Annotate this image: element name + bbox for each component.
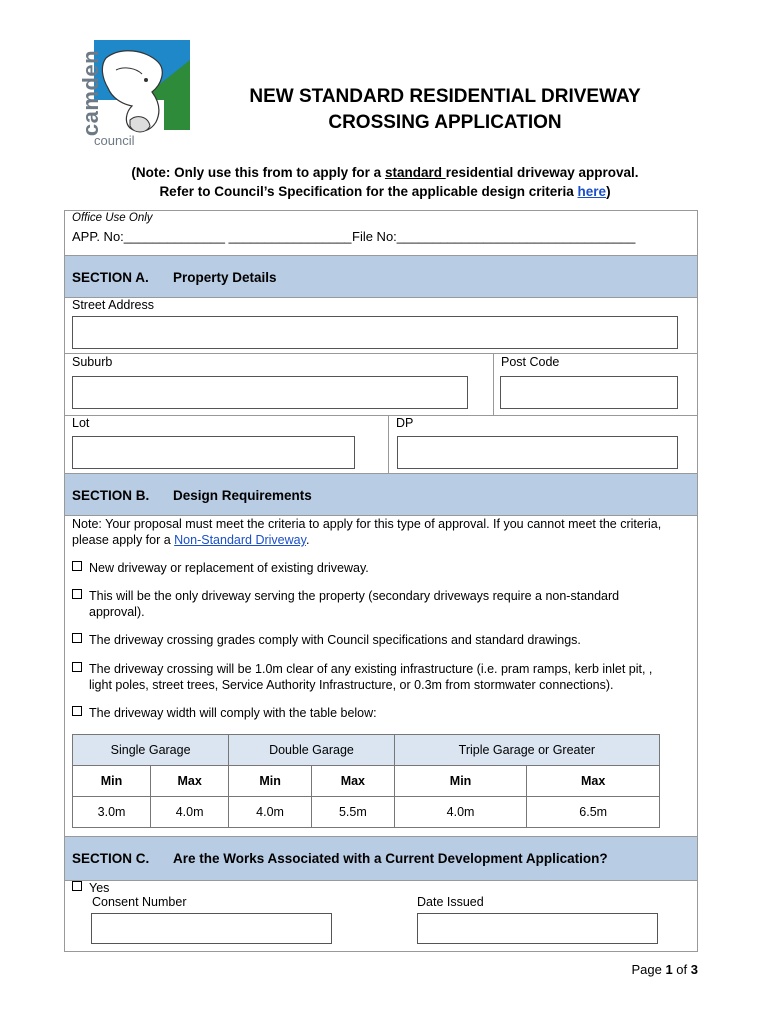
lot-label: Lot	[72, 416, 90, 430]
table-cell: 4.0m	[151, 797, 229, 828]
lot-input[interactable]	[72, 436, 355, 469]
dp-input[interactable]	[397, 436, 678, 469]
dp-label: DP	[396, 416, 414, 430]
form-title-line1: NEW STANDARD RESIDENTIAL DRIVEWAY	[249, 86, 641, 107]
section-b-note: Note: Your proposal must meet the criteria to apply for this type of approval. If you cannot meet the criteria, please apply for a Non-Standard Driveway.	[72, 517, 662, 547]
post-code-label: Post Code	[501, 355, 560, 369]
criteria-checkbox[interactable]	[72, 662, 82, 672]
office-use-heading: Office Use Only	[72, 212, 153, 224]
section-a-code: SECTION A.	[72, 270, 149, 285]
section-b-code: SECTION B.	[72, 488, 150, 503]
criteria-item: New driveway or replacement of existing driveway.	[72, 560, 684, 576]
camden-council-logo	[66, 40, 190, 152]
street-address-label: Street Address	[72, 298, 154, 312]
app-number-field[interactable]: APP. No:______________ _________________	[72, 229, 352, 244]
table-cell: 4.0m	[229, 797, 312, 828]
table-cell: 6.5m	[527, 797, 660, 828]
section-c-code: SECTION C.	[72, 851, 150, 866]
form-note-line2: Refer to Council’s Specification for the applicable design criteria here)	[159, 184, 611, 199]
criteria-item: This will be the only driveway serving the property (secondary driveways require a non-standard approval).	[72, 588, 684, 620]
post-code-input[interactable]	[500, 376, 678, 409]
driveway-width-table	[72, 734, 660, 828]
criteria-item: The driveway width will comply with the table below:	[72, 705, 684, 721]
street-address-input[interactable]	[72, 316, 678, 349]
table-subheader: Max	[311, 766, 394, 797]
consent-number-label: Consent Number	[92, 895, 187, 909]
section-b-title: Design Requirements	[173, 488, 312, 503]
table-cell: 4.0m	[394, 797, 527, 828]
form-note-line1: (Note: Only use this from to apply for a standard residential driveway approval.	[131, 165, 639, 180]
form-title-line2: CROSSING APPLICATION	[328, 112, 562, 133]
table-group-header: Triple Garage or Greater	[394, 735, 659, 766]
suburb-input[interactable]	[72, 376, 468, 409]
criteria-checkbox[interactable]	[72, 706, 82, 716]
non-standard-driveway-link[interactable]: Non-Standard Driveway	[174, 533, 306, 547]
suburb-label: Suburb	[72, 355, 113, 369]
table-subheader: Min	[73, 766, 151, 797]
criteria-checkbox[interactable]	[72, 561, 82, 571]
criteria-checkbox[interactable]	[72, 633, 82, 643]
date-issued-input[interactable]	[417, 913, 658, 944]
criteria-checkbox[interactable]	[72, 589, 82, 599]
file-number-field[interactable]: File No:_________________________________	[352, 229, 636, 244]
table-subheader: Min	[229, 766, 312, 797]
section-c-title: Are the Works Associated with a Current Development Application?	[173, 851, 608, 866]
page-number: Page 1 of 3	[631, 962, 698, 977]
table-subheader: Max	[151, 766, 229, 797]
section-a-header	[65, 255, 697, 297]
logo-wordmark: camden	[78, 49, 104, 137]
criteria-item: The driveway crossing grades comply with Council specifications and standard drawings.	[72, 632, 684, 648]
logo-subtext: council	[94, 133, 135, 148]
table-cell: 5.5m	[311, 797, 394, 828]
table-group-header: Single Garage	[73, 735, 229, 766]
table-subheader: Min	[394, 766, 527, 797]
yes-label: Yes	[89, 881, 110, 895]
standard-emphasis: standard	[384, 165, 446, 180]
design-criteria-link[interactable]: here	[577, 184, 607, 199]
date-issued-label: Date Issued	[417, 895, 484, 909]
consent-number-input[interactable]	[91, 913, 332, 944]
section-a-title: Property Details	[173, 270, 277, 285]
criteria-item: The driveway crossing will be 1.0m clear of any existing infrastructure (i.e. pram ramps, kerb inlet pit, , light poles, street trees, Service Authority Infrastructure, or 0.3m from stormwater connections).	[72, 661, 684, 693]
table-cell: 3.0m	[73, 797, 151, 828]
yes-checkbox[interactable]	[72, 881, 82, 891]
table-subheader: Max	[527, 766, 660, 797]
yes-option	[72, 880, 684, 896]
table-group-header: Double Garage	[229, 735, 395, 766]
section-b-header	[65, 473, 697, 515]
